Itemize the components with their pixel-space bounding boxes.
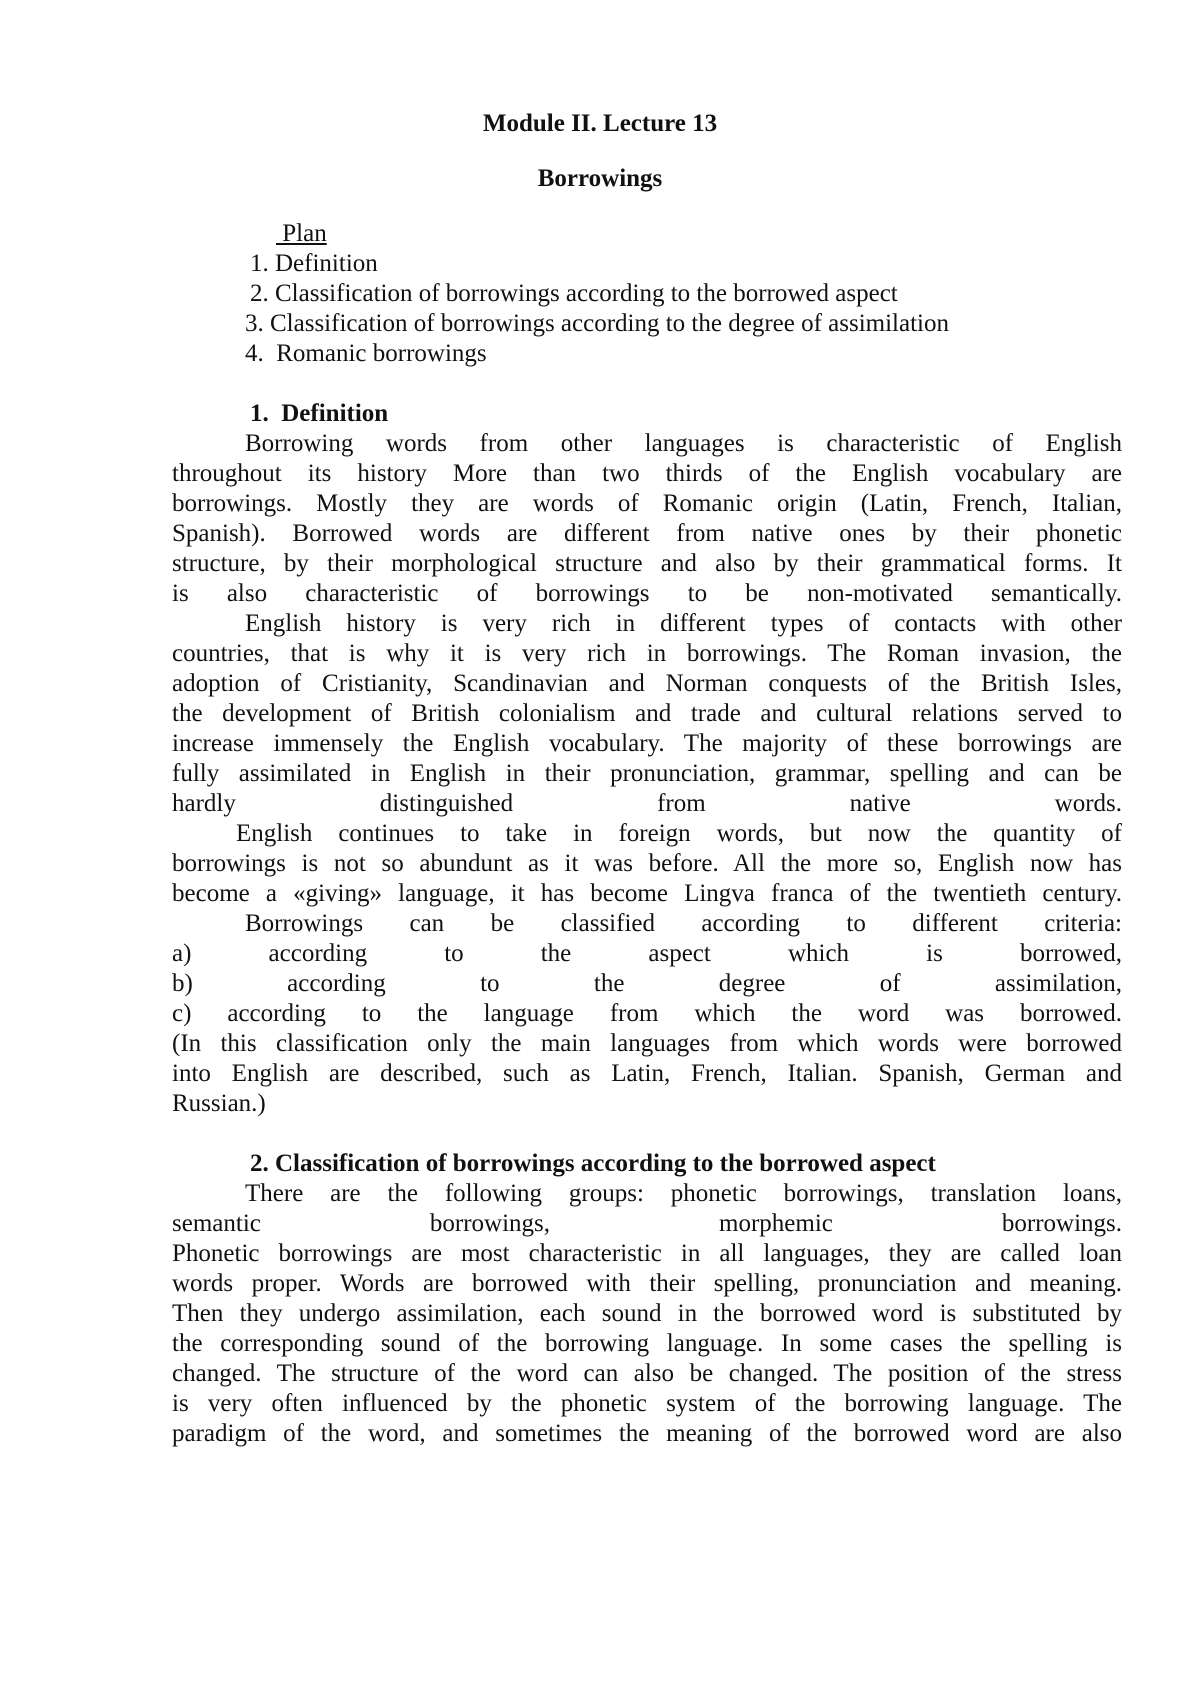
text-line: hardly distinguished from native words. — [172, 790, 1122, 817]
text-line: There are the following groups: phonetic borrowings, translation loans, — [245, 1180, 1122, 1207]
text-line: is also characteristic of borrowings to be non-motivated semantically. — [172, 580, 1122, 607]
section-1-heading: 1. Definition — [250, 400, 389, 427]
section-2-heading: 2. Classification of borrowings according to the borrowed aspect — [250, 1150, 936, 1177]
text-line: adoption of Cristianity, Scandinavian and Norman conquests of the British Isles, — [172, 670, 1122, 697]
text-line: throughout its history More than two thirds of the English vocabulary are — [172, 460, 1122, 487]
text-line: into English are described, such as Latin, French, Italian. Spanish, German and — [172, 1060, 1122, 1087]
text-line: semantic borrowings, morphemic borrowings. — [172, 1210, 1122, 1237]
text-line: structure, by their morphological structure and also by their grammatical forms. It — [172, 550, 1122, 577]
text-line: Then they undergo assimilation, each sound in the borrowed word is substituted by — [172, 1300, 1122, 1327]
text-line: (In this classification only the main languages from which words were borrowed — [172, 1030, 1122, 1057]
text-line: Phonetic borrowings are most characteristic in all languages, they are called loan — [172, 1240, 1122, 1267]
text-line: b) according to the degree of assimilation, — [172, 970, 1122, 997]
text-line: English history is very rich in different types of contacts with other — [245, 610, 1122, 637]
text-line: English continues to take in foreign words, but now the quantity of — [236, 820, 1122, 847]
text-line: the corresponding sound of the borrowing language. In some cases the spelling is — [172, 1330, 1122, 1357]
text-line: Spanish). Borrowed words are different from native ones by their phonetic — [172, 520, 1122, 547]
text-line: changed. The structure of the word can also be changed. The position of the stress — [172, 1360, 1122, 1387]
text-line: increase immensely the English vocabulary. The majority of these borrowings are — [172, 730, 1122, 757]
text-line: countries, that is why it is very rich in borrowings. The Roman invasion, the — [172, 640, 1122, 667]
text-line: Borrowings can be classified according to different criteria: — [245, 910, 1122, 937]
topic-title: Borrowings — [537, 165, 663, 192]
text-line: become a «giving» language, it has become Lingva franca of the twentieth century. — [172, 880, 1122, 907]
plan-item-3: 3. Classification of borrowings according to the degree of assimilation — [245, 310, 949, 337]
plan-heading: Plan — [276, 220, 327, 247]
text-line: Borrowing words from other languages is characteristic of English — [245, 430, 1122, 457]
plan-item-1: 1. Definition — [250, 250, 378, 277]
plan-item-2: 2. Classification of borrowings according to the borrowed aspect — [250, 280, 898, 307]
text-line: the development of British colonialism and trade and cultural relations served to — [172, 700, 1122, 727]
text-line: c) according to the language from which the word was borrowed. — [172, 1000, 1122, 1027]
text-line: borrowings. Mostly they are words of Romanic origin (Latin, French, Italian, — [172, 490, 1122, 517]
module-title: Module II. Lecture 13 — [482, 110, 718, 137]
text-line: words proper. Words are borrowed with their spelling, pronunciation and meaning. — [172, 1270, 1122, 1297]
text-line: Russian.) — [172, 1090, 266, 1117]
text-line: is very often influenced by the phonetic system of the borrowing language. The — [172, 1390, 1122, 1417]
text-line: paradigm of the word, and sometimes the meaning of the borrowed word are also — [172, 1420, 1122, 1447]
text-line: fully assimilated in English in their pronunciation, grammar, spelling and can be — [172, 760, 1122, 787]
plan-item-4: 4. Romanic borrowings — [245, 340, 487, 367]
text-line: borrowings is not so abundunt as it was before. All the more so, English now has — [172, 850, 1122, 877]
text-line: a) according to the aspect which is borrowed, — [172, 940, 1122, 967]
